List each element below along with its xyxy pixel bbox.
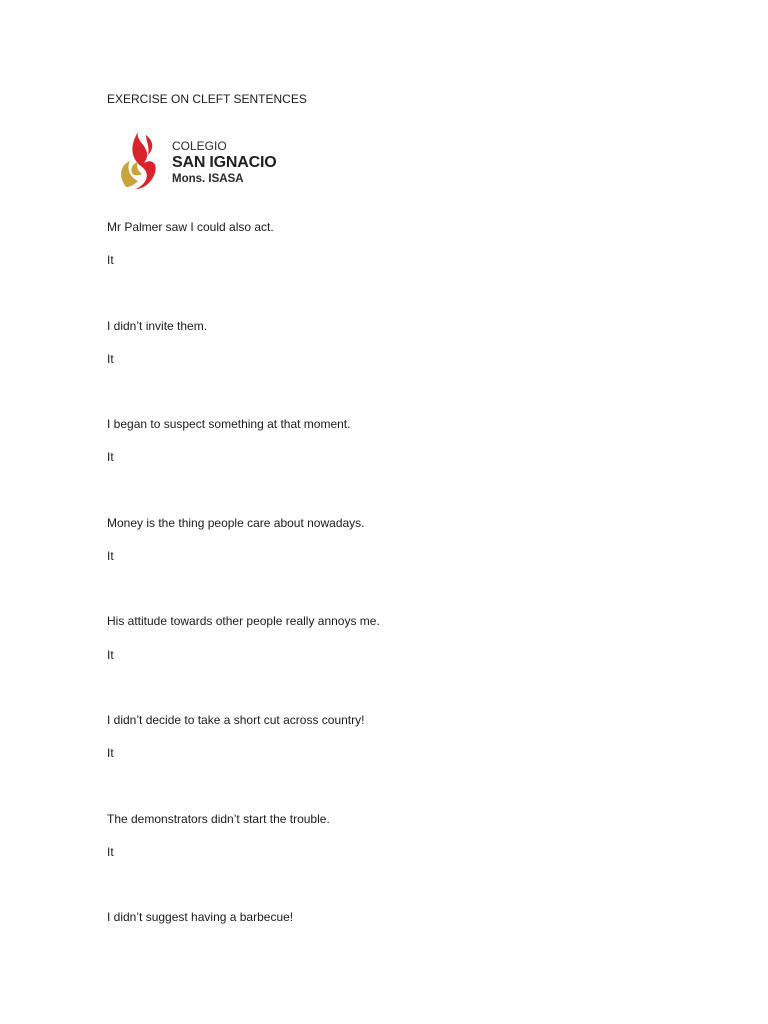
school-logo: [116, 127, 286, 191]
exercise-sentence: Money is the thing people care about nowadays.: [107, 516, 365, 530]
logo-wordmark: [172, 140, 276, 186]
flame-logo-icon: [116, 127, 164, 191]
exercise-answer-start: It: [107, 746, 114, 760]
exercise-sentence: I didn’t decide to take a short cut across country!: [107, 713, 365, 727]
logo-line-colegio: COLEGIO: [172, 139, 227, 153]
exercise-answer-start: It: [107, 845, 114, 859]
logo-line-school-name: SAN IGNACIO: [172, 154, 277, 171]
exercise-sentence: His attitude towards other people really annoys me.: [107, 614, 380, 628]
exercise-sentence: I didn’t invite them.: [107, 319, 208, 333]
exercise-sentence: Mr Palmer saw I could also act.: [107, 220, 274, 234]
exercise-sentence: The demonstrators didn’t start the trouble.: [107, 812, 330, 826]
logo-line-mons: Mons. ISASA: [172, 173, 244, 185]
exercise-answer-start: It: [107, 648, 114, 662]
document-title: EXERCISE ON CLEFT SENTENCES: [107, 92, 307, 106]
exercise-answer-start: It: [107, 549, 114, 563]
exercise-sentence: I didn’t suggest having a barbecue!: [107, 910, 294, 924]
exercise-answer-start: It: [107, 450, 114, 464]
exercise-answer-start: It: [107, 253, 114, 267]
exercise-sentence: I began to suspect something at that moment.: [107, 417, 351, 431]
exercise-answer-start: It: [107, 352, 114, 366]
